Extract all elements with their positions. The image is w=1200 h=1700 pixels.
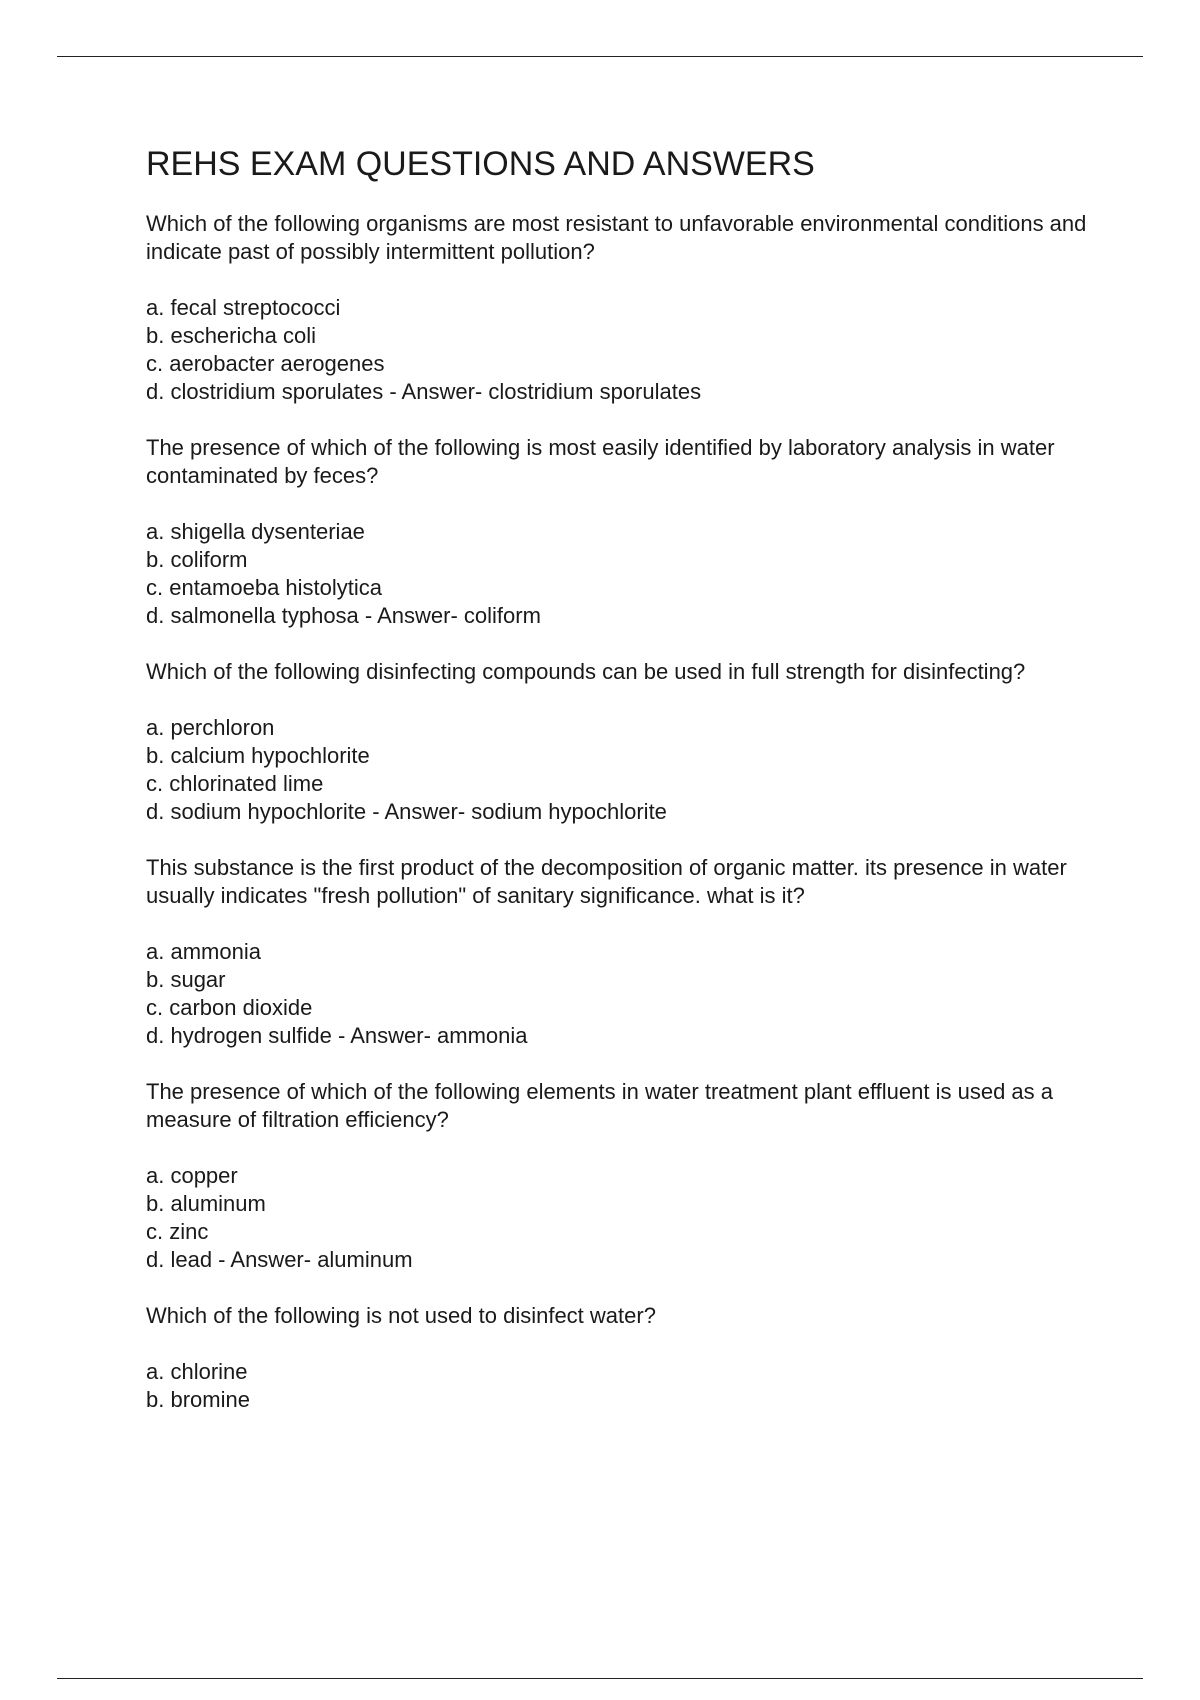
question-text: This substance is the first product of the decomposition of organic matter. its presence in water usually indicates "fresh pollution" of sanitary significance. what is it? — [146, 855, 1067, 908]
question-block — [146, 210, 1106, 406]
option-item: a. copper — [146, 1163, 238, 1188]
option-item: c. aerobacter aerogenes — [146, 351, 385, 376]
question-text: The presence of which of the following is most easily identified by laboratory analysis in water contaminated by feces? — [146, 435, 1055, 488]
option-item: b. aluminum — [146, 1191, 266, 1216]
option-item: b. coliform — [146, 547, 248, 572]
question-block — [146, 854, 1106, 1050]
option-item: d. sodium hypochlorite - Answer- sodium hypochlorite — [146, 799, 667, 824]
option-list — [146, 938, 1106, 1050]
option-item: d. clostridium sporulates - Answer- clostridium sporulates — [146, 379, 702, 404]
option-list — [146, 518, 1106, 630]
question-block — [146, 1078, 1106, 1274]
option-list — [146, 1162, 1106, 1274]
question-text: Which of the following is not used to disinfect water? — [146, 1303, 656, 1328]
question-text: The presence of which of the following elements in water treatment plant effluent is used as a measure of filtration efficiency? — [146, 1079, 1053, 1132]
option-list — [146, 294, 1106, 406]
question-text: Which of the following disinfecting compounds can be used in full strength for disinfecting? — [146, 659, 1026, 684]
option-item: a. fecal streptococci — [146, 295, 341, 320]
question-block — [146, 1302, 1106, 1414]
option-item: c. carbon dioxide — [146, 995, 313, 1020]
document-title: REHS EXAM QUESTIONS AND ANSWERS — [146, 145, 815, 183]
question-text: Which of the following organisms are most resistant to unfavorable environmental conditions and indicate past of possibly intermittent pollution? — [146, 211, 1087, 264]
option-item: b. sugar — [146, 967, 226, 992]
option-list — [146, 1358, 1106, 1414]
option-item: b. calcium hypochlorite — [146, 743, 370, 768]
question-block — [146, 434, 1106, 630]
question-block — [146, 658, 1106, 826]
option-item: c. zinc — [146, 1219, 209, 1244]
option-item: a. shigella dysenteriae — [146, 519, 365, 544]
option-item: a. chlorine — [146, 1359, 248, 1384]
option-item: a. perchloron — [146, 715, 275, 740]
option-item: d. lead - Answer- aluminum — [146, 1247, 413, 1272]
option-item: b. bromine — [146, 1387, 250, 1412]
footer-rule — [57, 1678, 1143, 1679]
option-list — [146, 714, 1106, 826]
option-item: b. eschericha coli — [146, 323, 316, 348]
option-item: c. chlorinated lime — [146, 771, 324, 796]
option-item: a. ammonia — [146, 939, 261, 964]
document-body — [146, 140, 1106, 1442]
option-item: d. hydrogen sulfide - Answer- ammonia — [146, 1023, 528, 1048]
header-rule — [57, 56, 1143, 57]
option-item: d. salmonella typhosa - Answer- coliform — [146, 603, 541, 628]
option-item: c. entamoeba histolytica — [146, 575, 383, 600]
